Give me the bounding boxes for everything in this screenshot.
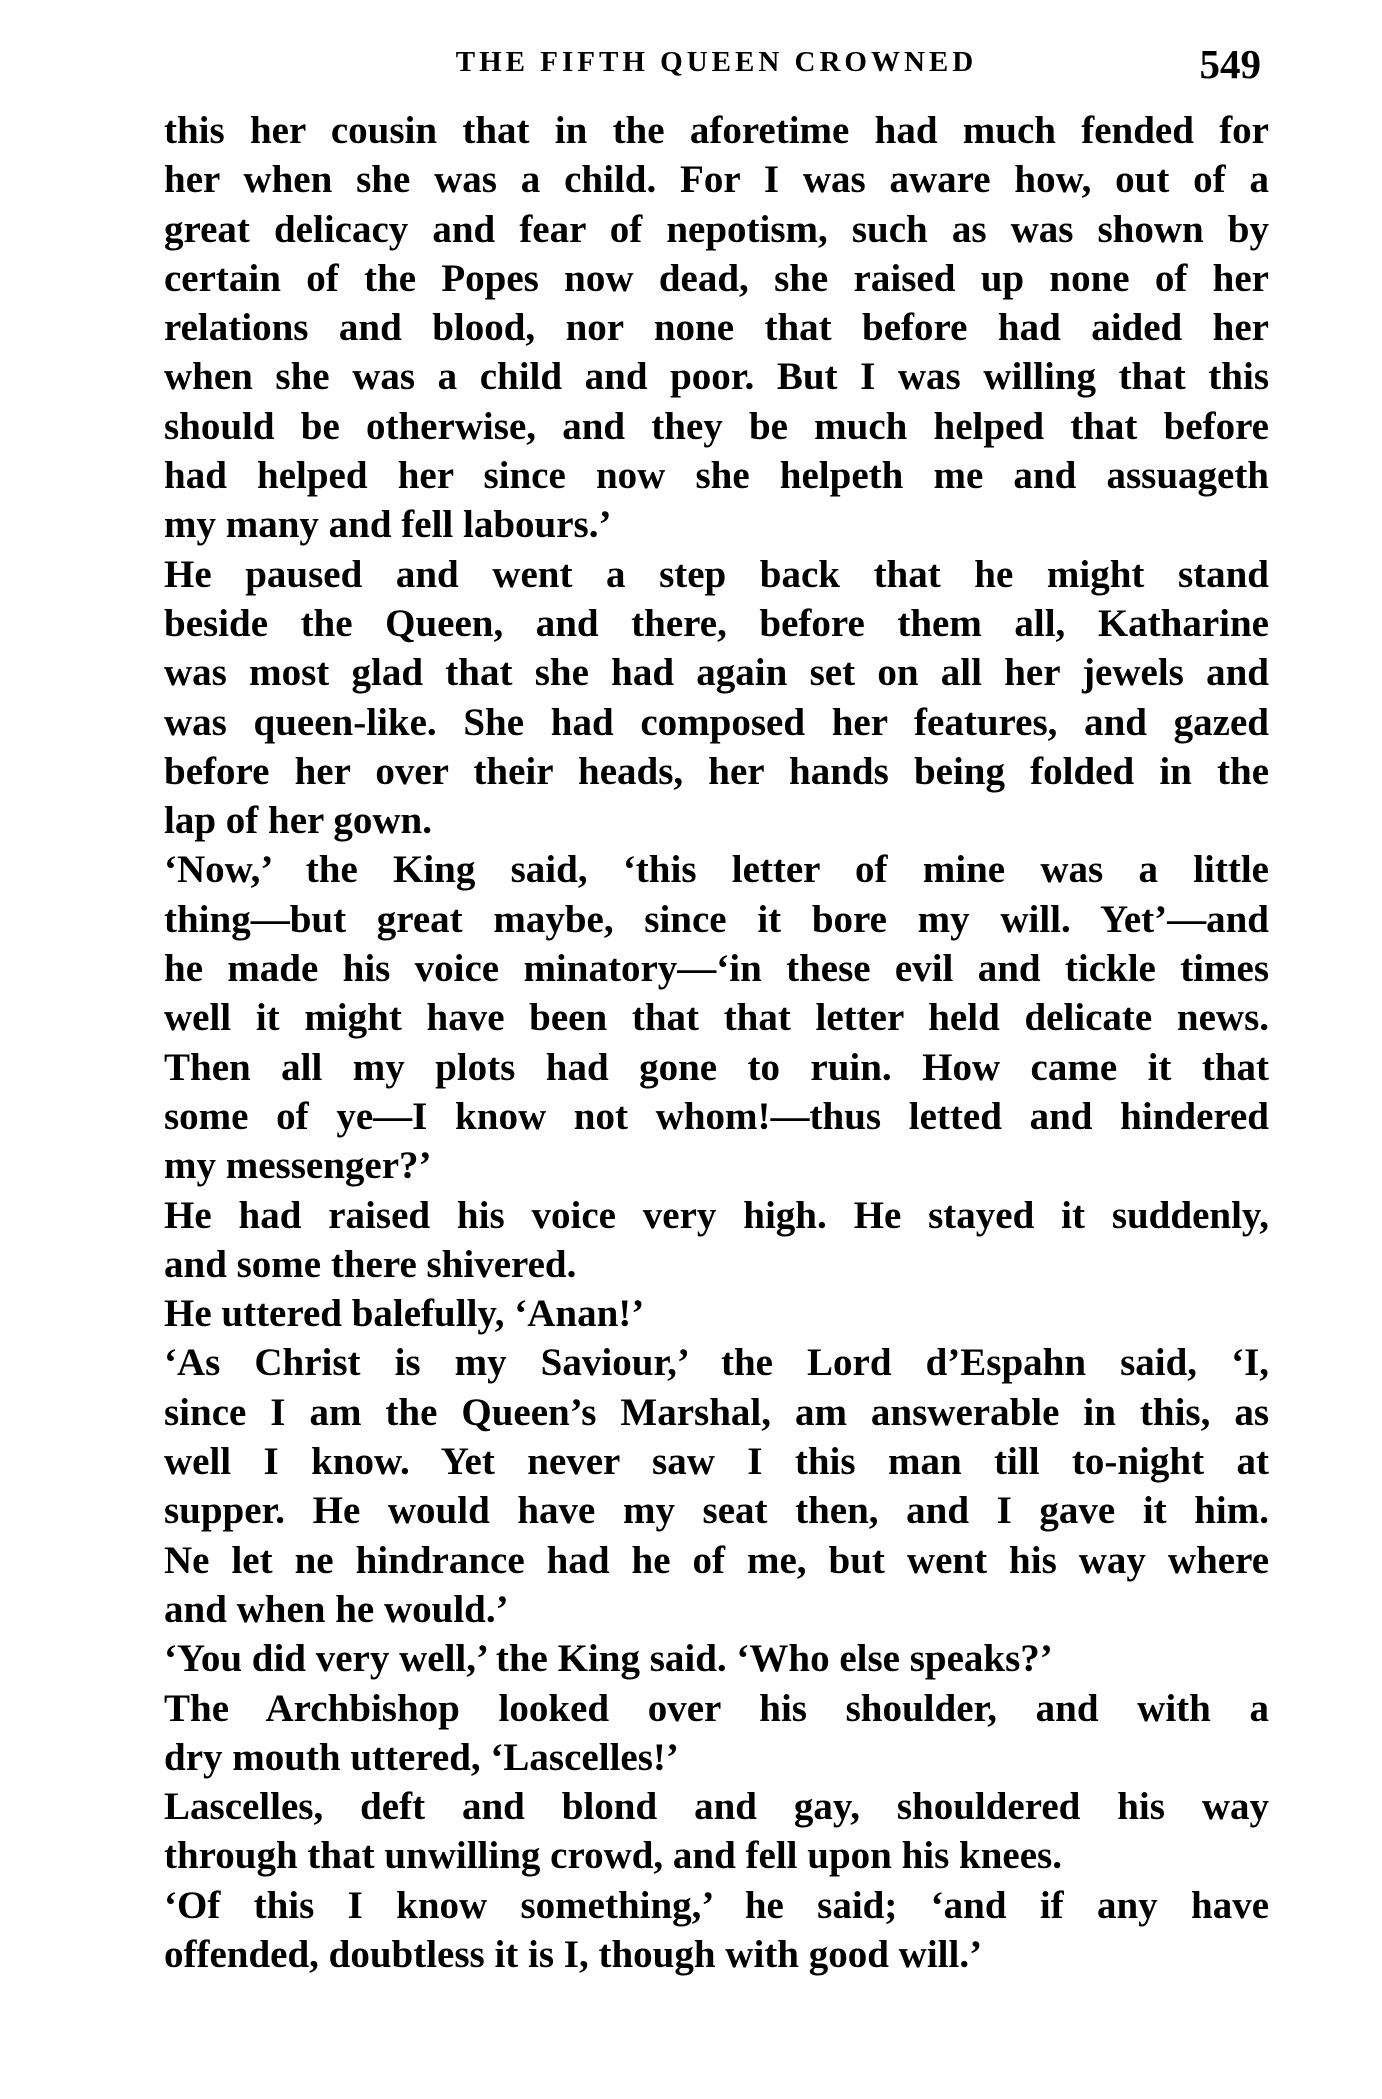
text-line: well it might have been that that letter held delicate news.: [164, 996, 1269, 1040]
text-line: Lascelles, deft and blond and gay, shouldered his way: [164, 1785, 1269, 1829]
paragraph: [164, 1684, 1269, 1783]
text-line: my messenger?’: [164, 1144, 432, 1188]
paragraph: [164, 1782, 1269, 1881]
paragraph: [164, 1634, 1269, 1683]
text-line: since I am the Queen’s Marshal, am answerable in this, as: [164, 1390, 1269, 1434]
text-line: through that unwilling crowd, and fell upon his knees.: [164, 1834, 1062, 1878]
running-head: [164, 40, 1269, 100]
paragraph: [164, 845, 1269, 1190]
paragraph: [164, 1338, 1269, 1634]
text-line: dry mouth uttered, ‘Lascelles!’: [164, 1735, 679, 1779]
text-line: relations and blood, nor none that before had aided her: [164, 306, 1269, 350]
text-line: The Archbishop looked over his shoulder, and with a: [164, 1686, 1269, 1730]
text-line: supper. He would have my seat then, and I gave it him.: [164, 1489, 1269, 1533]
paragraph: [164, 1191, 1269, 1290]
text-line: when she was a child and poor. But I was willing that this: [164, 355, 1269, 399]
text-line: ‘Of this I know something,’ he said; ‘and if any have: [164, 1883, 1269, 1927]
text-line: should be otherwise, and they be much helped that before: [164, 404, 1269, 448]
text-line: well I know. Yet never saw I this man till to-night at: [164, 1440, 1269, 1484]
text-line: and some there shivered.: [164, 1242, 577, 1286]
text-line: some of ye—I know not whom!—thus letted and hindered: [164, 1094, 1269, 1138]
text-line: lap of her gown.: [164, 799, 432, 843]
text-line: was queen-like. She had composed her features, and gazed: [164, 700, 1269, 744]
text-line: thing—but great maybe, since it bore my will. Yet’—and: [164, 897, 1269, 941]
text-line: was most glad that she had again set on all her jewels and: [164, 651, 1269, 695]
paragraph: [164, 550, 1269, 846]
text-line: offended, doubtless it is I, though with good will.’: [164, 1932, 983, 1976]
text-line: He paused and went a step back that he might stand: [164, 552, 1269, 596]
text-line: Then all my plots had gone to ruin. How came it that: [164, 1045, 1269, 1089]
text-line: my many and fell labours.’: [164, 503, 612, 547]
paragraph: [164, 1289, 1269, 1338]
text-line: before her over their heads, her hands being folded in the: [164, 749, 1269, 793]
running-title: THE FIFTH QUEEN CROWNED: [455, 46, 978, 78]
text-line: He uttered balefully, ‘Anan!’: [164, 1292, 645, 1336]
paragraph: [164, 1881, 1269, 1980]
text-line: had helped her since now she helpeth me and assuageth: [164, 454, 1269, 498]
text-line: ‘As Christ is my Saviour,’ the Lord d’Espahn said, ‘I,: [164, 1341, 1269, 1385]
page-number: 549: [1199, 41, 1261, 87]
text-line: He had raised his voice very high. He stayed it suddenly,: [164, 1193, 1269, 1237]
text-line: he made his voice minatory—‘in these evil and tickle times: [164, 947, 1269, 991]
text-line: Ne let ne hindrance had he of me, but went his way where: [164, 1538, 1269, 1582]
text-line: and when he would.’: [164, 1587, 509, 1631]
paragraph: [164, 106, 1269, 550]
text-line: certain of the Popes now dead, she raised up none of her: [164, 256, 1269, 300]
body-text: [164, 106, 1269, 1979]
text-line: beside the Queen, and there, before them all, Katharine: [164, 601, 1269, 645]
text-line: ‘Now,’ the King said, ‘this letter of mine was a little: [164, 848, 1269, 892]
text-line: ‘You did very well,’ the King said. ‘Who else speaks?’: [164, 1637, 1053, 1681]
text-line: this her cousin that in the aforetime had much fended for: [164, 109, 1269, 152]
text-line: great delicacy and fear of nepotism, such as was shown by: [164, 207, 1269, 251]
text-line: her when she was a child. For I was aware how, out of a: [164, 158, 1269, 202]
